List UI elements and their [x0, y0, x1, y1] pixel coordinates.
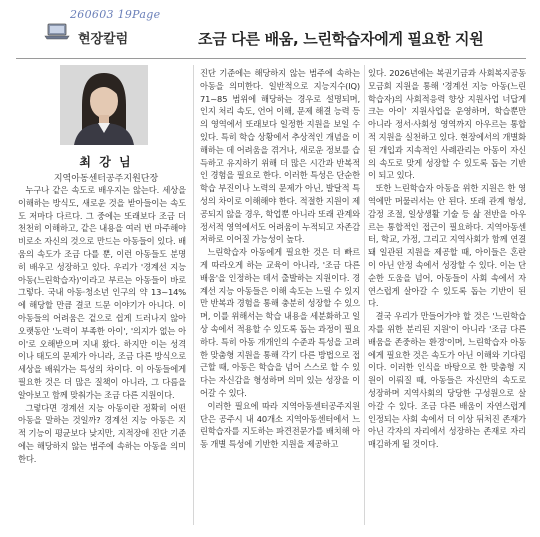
column-icon	[44, 23, 70, 41]
header-rule	[16, 58, 526, 59]
column-divider	[364, 65, 365, 525]
paragraph: 그렇다면 경계선 지능 아동이란 정확히 어떤 아동을 말하는 것일까? 경계선 지능 아동은 지적 기능이 평균보다 낮지만, 지적장애 진단 기준에는 해당하지 않는 범주에 속하는 아동을 의미한다.	[18, 402, 186, 464]
paragraph: 진단 기준에는 해당하지 않는 범주에 속하는 아동을 의미한다. 일반적으로 지능지수(IQ) 71~85 범위에 해당하는 경우로 설명되며, 인지 처리 속도, 언어 이해, 문제 해결 능력 등의 영역에서 또래보다 일정한 지원을 보일 수 있다. 특히 학습 상황에서 추상적인 개념을 이해하는 데 어려움을 겪거나, 새로운 정보를 습득하고 유지하기 위해 더 많은 시간과 반복적인 경험을 필요로 한다. 이러한 특성은 단순한 학습 부진이나 노력의 문제가 아닌, 발달적 특성의 차이로 이해해야 한다. 적절한 지원이 제공되지 않을 경우, 학업뿐 아니라 또래 관계와 정서적 영역에서도 어려움이 누적되고 자존감 저하로 이어질 가능성이 높다.	[200, 68, 360, 245]
paragraph: 있다. 2026년에는 복권기금과 사회복지공동모금회 지원을 통해 '경계선 지능 아동(느린학습자)의 사회적응력 향상 지원사업 너답게 크는 아이' 지원사업을 운영하며, 학습뿐만 아니라 정서·사회성 영역까지 아우르는 통합적 지원을 실천하고 있다. 현장에서의 개별화된 개입과 지속적인 사례관리는 아동이 자신의 속도로 맞게 성장할 수 있도록 돕는 기반이 되고 있다.	[368, 68, 526, 181]
column-label: 현장칼럼	[78, 32, 129, 47]
paragraph: 또한 느린학습자 아동을 위한 지원은 한 영역에만 머물러서는 안 된다. 또래 관계 형성, 감정 조절, 일상생활 기술 등 삶 전반을 아우르는 통합적인 접근이 필요하다. 지역아동센터, 학교, 가정, 그리고 지역사회가 함께 연결돼 일관된 지원을 제공할 때, 아이들은 혼란이 아닌 안정 속에서 성장할 수 있다. 이는 단순한 도움을 넘어, 아동들이 사회 속에서 자연스럽게 살아갈 수 있도록 돕는 기반이 된다.	[368, 183, 526, 309]
author-portrait-image	[60, 65, 148, 145]
handwritten-annotation: 260603 19Page	[70, 8, 161, 21]
column-divider	[193, 65, 194, 525]
author-title: 지역아동센터공주지원단장	[53, 174, 159, 184]
paragraph: 이러한 필요에 따라 지역아동센터공주지원단은 공주시 내 40개소 지역아동센터에서 느린학습자를 지도하는 파견전문가를 배치해 아동 개별 특성에 기반한 지원을 제공하고	[200, 400, 360, 450]
article-column-2	[200, 67, 360, 525]
article-column-1	[18, 184, 186, 524]
headline: 조금 다른 배움, 느린학습자에게 필요한 지원	[198, 30, 484, 48]
author-photo	[60, 65, 148, 145]
paragraph: 느린학습자 아동에게 필요한 것은 더 빠르게 따라오게 하는 교육이 아니라, '조금 다른 배움'을 인정하는 데서 출발하는 지원이다. 경계선 지능 아동들은 이해 속도는 느릴 수 있지만 반복과 경험을 통해 충분히 성장할 수 있으며, 이를 위해서는 학습 내용을 세분화하고 일상 속에서 적용할 수 있도록 돕는 과정이 필요하다. 특히 아동 개개인의 수준과 특성을 고려한 맞춤형 지원을 통해 각기 다른 방법으로 접근할 때, 아동은 학습을 넘어 스스로 할 수 있다는 자신감을 형성하며 의미 있는 성장을 이어갈 수 있다.	[200, 247, 360, 398]
article-column-3	[368, 67, 526, 525]
paragraph: 결국 우리가 만들어가야 할 것은 '느린학습자를 위한 분리된 지원'이 아니라 '조금 다른 배움을 존중하는 환경'이며, 느린학습자 아동에게 필요한 것은 속도가 아닌 이해와 기다림이다. 이러한 인식을 바탕으로 한 맞춤형 지원이 이뤄질 때, 아동들은 자신만의 속도로 성장하며 지역사회의 당당한 구성원으로 살아갈 수 있다. 조금 다른 배움이 자연스럽게 인정되는 사회 속에서 더 이상 뒤처진 존재가 아닌 각자의 자리에서 성장하는 존재로 자리매김하게 될 것이다.	[368, 311, 526, 450]
paragraph: 누구나 같은 속도로 배우지는 않는다. 세상을 이해하는 방식도, 새로운 것을 받아들이는 속도도 저마다 다르다. 그 중에는 또래보다 조금 더 천천히 이해하고, 같은 내용을 여러 번 마주해야 비로소 자신의 것으로 만드는 아동들이 있다. 배움의 속도가 조금 다를 뿐, 이런 아동들도 분명히 배우고 성장하고 있다. 우리가 '경계선 지능 아동(느린학습자)'이라고 부르는 아동들이 바로 그렇다. 국내 아동·청소년 인구의 약 13~14%에 해당할 만큼 결코 드문 이야기가 아니다. 이 아동들의 어려움은 겉으로 쉽게 드러나지 않아 오랫동안 '노력이 부족한 아이', '의지가 없는 아이'로 오해받으며 지내 왔다. 하지만 이는 성격이나 태도의 문제가 아니라, 조금 다른 방식으로 세상을 배워가는 특성의 차이다. 이 아동들에게 필요한 것은 더 많은 질책이 아니라, 그 다름을 알아보고 함께 맞춰가는 조금 다른 지원이다.	[18, 185, 186, 400]
author-name: 최 강 님	[79, 155, 133, 169]
laptop-icon	[44, 23, 70, 41]
